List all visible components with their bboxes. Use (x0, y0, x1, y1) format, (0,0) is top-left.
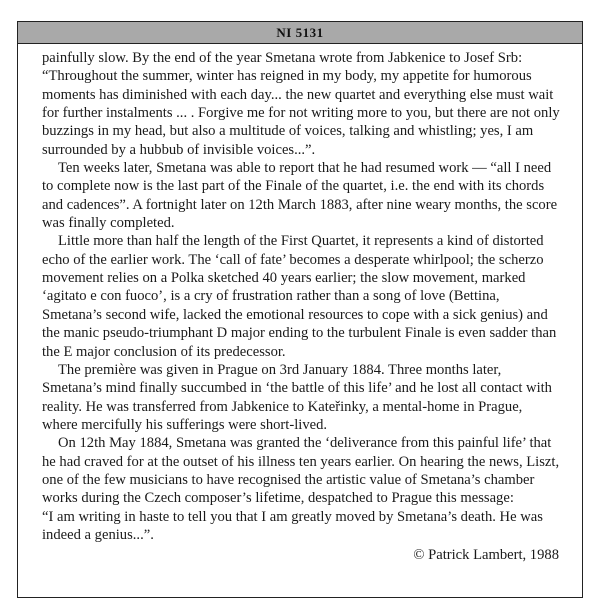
paragraph-2: Ten weeks later, Smetana was able to report that he had resumed work — “all I need to complete now is the last part of the Finale of the quartet, i.e. the end with its chords and cadences”. A fortnight later on 12th March 1883, after nine weary months, the score was finally completed. (42, 160, 558, 232)
copyright-signature: © Patrick Lambert, 1988 (413, 547, 559, 564)
catalog-number: NI 5131 (276, 24, 324, 40)
paragraph-5: On 12th May 1884, Smetana was granted the ‘deliverance from this painful life’ that he had craved for at the outset of his illness ten years earlier. On hearing the news, Liszt, one of the few musicians to have recognised the artistic value of Smetana’s chamber works during the Czech composer’s lifetime, despatched to Prague this message: (42, 435, 560, 507)
liszt-quote: “I am writing in haste to tell you that I am greatly moved by Smetana’s death. He was indeed a genius...”. (42, 508, 543, 543)
paragraph-3: Little more than half the length of the First Quartet, it represents a kind of distorted echo of the earlier work. The ‘call of fate’ becomes a desperate whirlpool; the scherzo movement relies on a Polka sketched 40 years earlier; the slow movement, marked ‘agitato e con fuoco’, is a cry of frustration rather than a song of love (Bettina, Smetana’s second wife, lacked the emotional resources to cope with a sick genius) and the manic pseudo-triumphant D major ending to the turbulent Finale is even sadder than the E major conclusion of its predecessor. (42, 233, 557, 360)
paragraph-1: painfully slow. By the end of the year Smetana wrote from Jabkenice to Josef Srb: “Throughout the summer, winter has reigned in my body, my appetite for humorous moments has diminished with each day... the new quartet and everything else must wait for further instalments ... . Forgive me for not writing more to you, but there are not only buzzings in my head, but also a multitude of voices, talking and whistling; yes, I am surrounded by a hubbub of invisible voices...”. (42, 50, 560, 158)
paragraph-4: The première was given in Prague on 3rd January 1884. Three months later, Smetana’s mind finally succumbed in ‘the battle of this life’ and he lost all contact with reality. He was transferred from Jabkenice to Kateřinky, a mental-home in Prague, where mercifully his sufferings were short-lived. (42, 361, 552, 433)
header-bar (18, 22, 582, 44)
article-body (42, 49, 561, 565)
document-frame (17, 21, 583, 598)
